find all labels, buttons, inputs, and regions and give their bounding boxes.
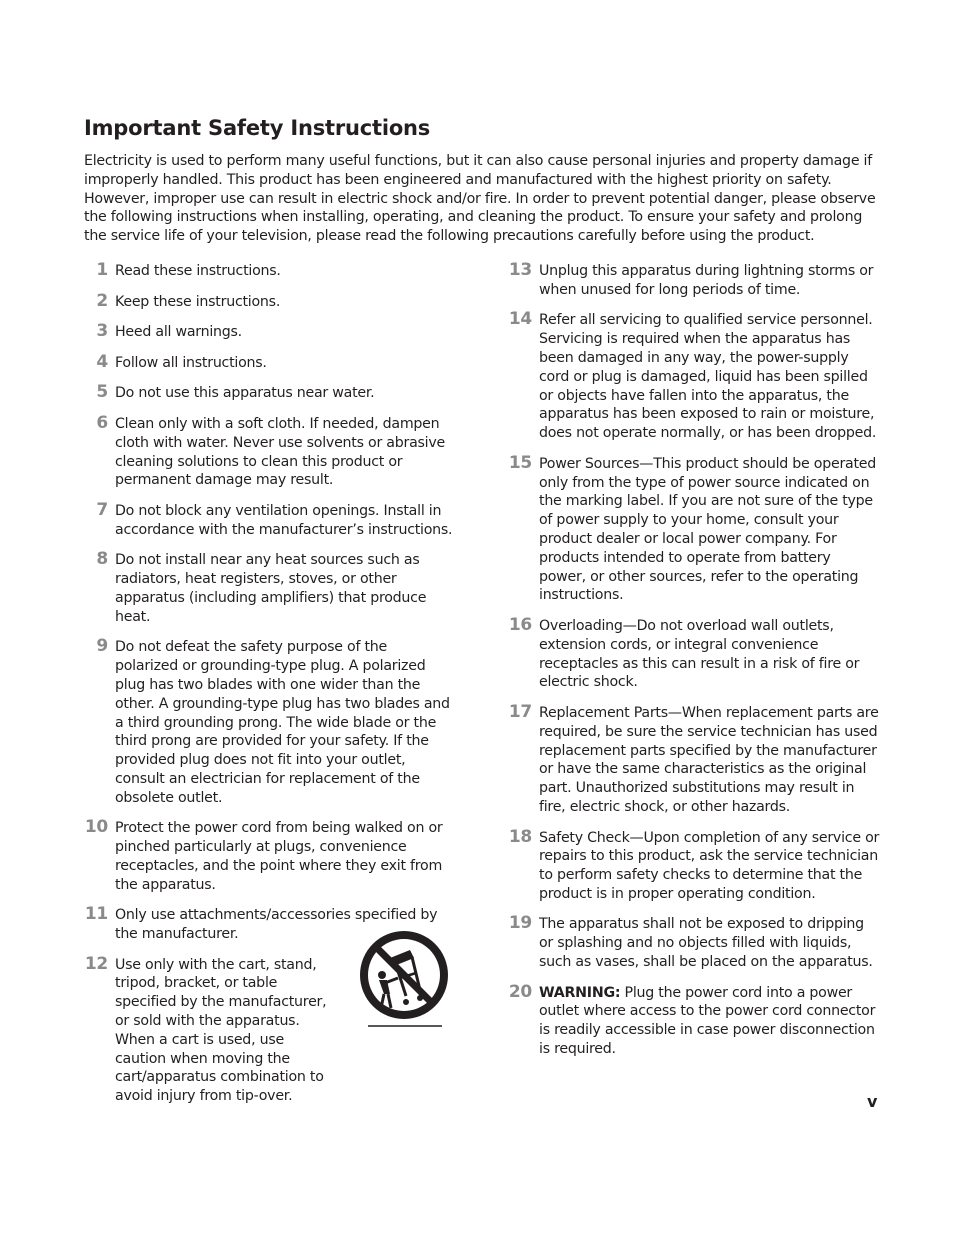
item-text: Power Sources—This product should be operated only from the type of power source indicated on the marking label. If you are not sure of the type of power supply to your home, consult your product dealer or local power company. For products intended to operate from battery power, or other sources, refer to the operating instructions. bbox=[539, 455, 877, 604]
list-item bbox=[84, 499, 454, 540]
list-item bbox=[84, 412, 454, 490]
page-number: v bbox=[867, 1092, 878, 1111]
list-item bbox=[84, 323, 454, 342]
item-text: Heed all warnings. bbox=[115, 324, 242, 341]
list-item bbox=[84, 384, 454, 403]
item-text: Follow all instructions. bbox=[115, 354, 267, 371]
item-number: 14 bbox=[508, 309, 532, 330]
warning-label: WARNING: bbox=[539, 984, 621, 1001]
item-number: 12 bbox=[84, 953, 108, 974]
item-text: Keep these instructions. bbox=[115, 293, 281, 310]
item-number: 13 bbox=[508, 260, 532, 280]
item-text: Read these instructions. bbox=[115, 263, 281, 279]
item-number: 6 bbox=[96, 412, 108, 433]
item-text: Do not use this apparatus near water. bbox=[115, 385, 375, 402]
list-item bbox=[508, 826, 880, 904]
list-item bbox=[508, 981, 880, 1059]
list-item bbox=[508, 614, 880, 692]
item-text-wrapper bbox=[539, 984, 880, 1059]
item-text: Refer all servicing to qualified service personnel. Servicing is required when the apparatus has been damaged in any way, the power-supply cord or plug is damaged, liquid has been spilled or objects have fallen into the apparatus, the apparatus has been exposed to rain or moisture, does not operate normally, or has been dropped. bbox=[539, 312, 877, 442]
intro-paragraph: Electricity is used to perform many useful functions, but it can also cause personal injuries and property damage if improperly handled. This product has been engineered and manufactured with the highest priority on safety. However, improper use can result in electric shock and/or fire. In order to prevent potential danger, please observe the following instructions when installing, operating, and cleaning the product. To ensure your safety and prolong the service life of your television, please read the following precautions carefully before using the product. bbox=[84, 153, 876, 245]
item-number: 5 bbox=[96, 382, 108, 403]
item-text: Overloading—Do not overload wall outlets, extension cords, or integral convenience receptacles as this can result in a risk of fire or electric shock. bbox=[539, 617, 860, 691]
item-text: Protect the power cord from being walked on or pinched particularly at plugs, convenience receptacles, and the point where they exit from the apparatus. bbox=[115, 820, 443, 893]
list-item bbox=[84, 551, 454, 626]
list-item bbox=[84, 262, 454, 281]
item-number: 16 bbox=[508, 614, 532, 635]
item-number: 7 bbox=[96, 499, 108, 520]
item-text: Use only with the cart, stand, tripod, bracket, or table specified by the manufacturer, or sold with the apparatus. When a cart is used, use caution when moving the cart/apparatus combination to avoid injury from tip-over. bbox=[115, 956, 327, 1105]
item-number: 8 bbox=[96, 549, 108, 570]
item-number: 1 bbox=[96, 260, 108, 280]
list-item bbox=[508, 701, 880, 817]
item-text: Plug the power cord into a power outlet where access to the power cord connector is readily accessible in case power disconnection is required. bbox=[539, 984, 876, 1058]
list-item bbox=[508, 915, 880, 971]
item-text: Safety Check—Upon completion of any service or repairs to this product, ask the service technician to perform safety checks to determine that the product is in proper operating condition. bbox=[539, 829, 880, 902]
item-text: Unplug this apparatus during lightning storms or when unused for long periods of time. bbox=[539, 263, 874, 298]
item-number: 10 bbox=[84, 817, 108, 838]
item-number: 15 bbox=[508, 452, 532, 473]
list-item bbox=[508, 452, 880, 605]
page-title: Important Safety Instructions bbox=[84, 116, 431, 140]
item-text: The apparatus shall not be exposed to dripping or splashing and no objects filled with liquids, such as vases, shall be placed on the apparatus. bbox=[539, 916, 873, 971]
cart-tip-over-warning-icon bbox=[354, 928, 454, 1030]
instructions-right-column bbox=[508, 262, 880, 1071]
item-number: 9 bbox=[96, 636, 108, 657]
item-text: Replacement Parts—When replacement parts are required, be sure the service technician has used replacement parts specified by the manufacturer or have the same characteristics as the original part. Unauthorized substitutions may result in fire, electric shock, or other hazards. bbox=[539, 704, 879, 815]
item-number: 19 bbox=[508, 913, 532, 934]
list-item bbox=[84, 290, 454, 312]
item-number: 4 bbox=[96, 351, 108, 372]
list-item bbox=[84, 351, 454, 373]
item-text: Only use attachments/accessories specified by the manufacturer. bbox=[115, 907, 438, 943]
item-text: Do not block any ventilation openings. Install in accordance with the manufacturer’s instructions. bbox=[115, 502, 453, 538]
item-text: Do not defeat the safety purpose of the polarized or grounding-type plug. A polarized plug has two blades with one wider than the other. A grounding-type plug has two blades and a third grounding prong. The wide blade or the third prong are provided for your safety. If the provided plug does not fit into your outlet, consult an electrician for replacement of the obsolete outlet. bbox=[115, 639, 450, 806]
list-item bbox=[508, 311, 880, 443]
item-text: Clean only with a soft cloth. If needed, dampen cloth with water. Never use solvents or abrasive cleaning solutions to clean this product or permanent damage may result. bbox=[115, 415, 445, 489]
list-item bbox=[84, 638, 454, 807]
list-item bbox=[84, 819, 454, 894]
list-item bbox=[508, 262, 880, 300]
item-number: 11 bbox=[84, 904, 108, 925]
item-number: 3 bbox=[96, 321, 108, 342]
item-number: 20 bbox=[508, 981, 532, 1002]
item-number: 2 bbox=[96, 290, 108, 311]
item-number: 18 bbox=[508, 826, 532, 847]
item-text: Do not install near any heat sources such as radiators, heat registers, stoves, or other apparatus (including amplifiers) that produce heat. bbox=[115, 552, 427, 625]
item-number: 17 bbox=[508, 701, 532, 722]
